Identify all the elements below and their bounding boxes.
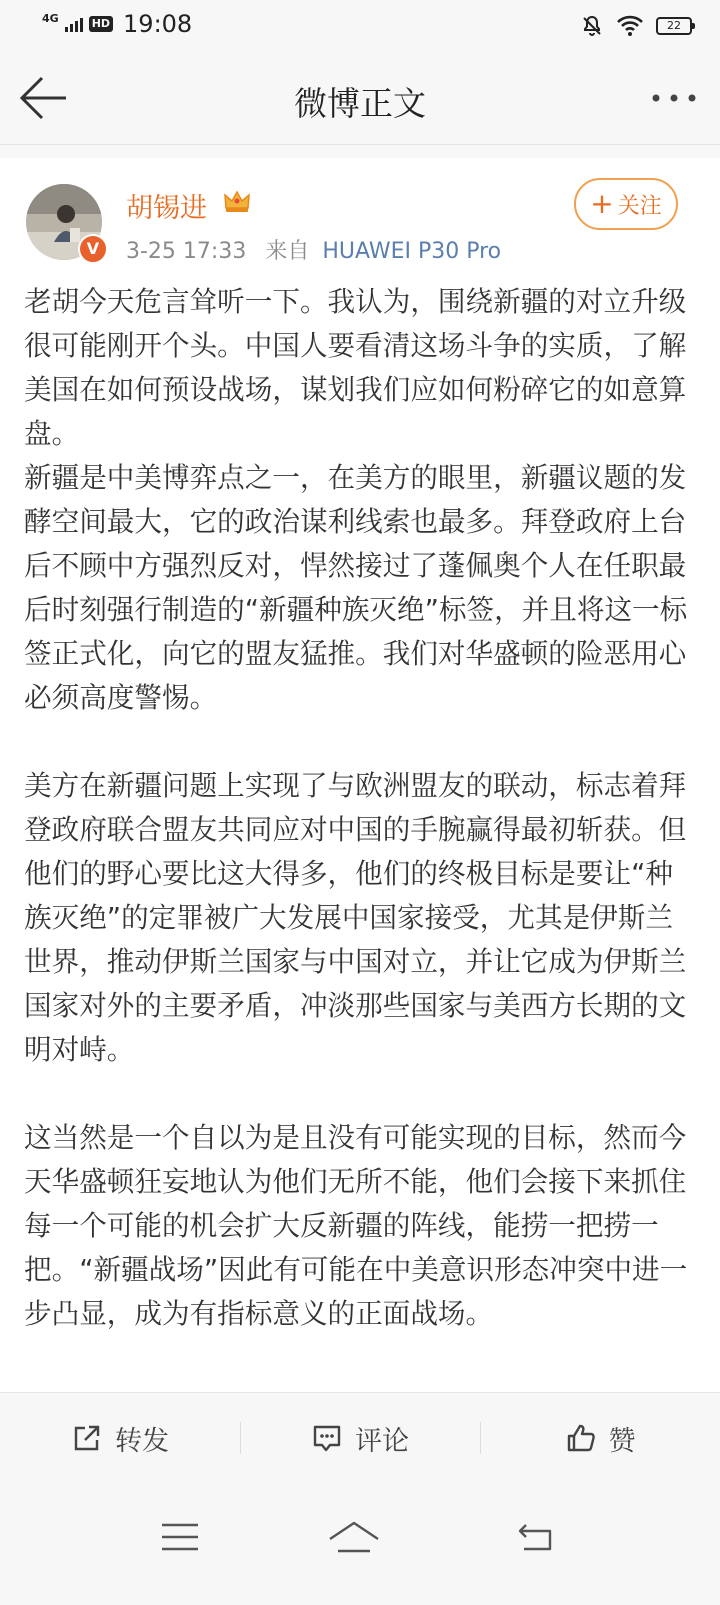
post-body [24, 280, 696, 1336]
post-paragraph: 老胡今天危言耸听一下。我认为，围绕新疆的对立升级很可能刚开个头。中国人要看清这场斗争的实质，了解美国在如何预设战场，谋划我们应如何粉碎它的如意算盘。 [24, 285, 687, 450]
comment-icon [311, 1422, 343, 1454]
more-dots-icon[interactable] [650, 86, 698, 110]
crown-icon [222, 186, 252, 216]
nav-bar [0, 52, 720, 145]
post-meta [126, 234, 501, 265]
follow-button[interactable] [574, 178, 678, 230]
signal-icon [65, 16, 83, 32]
weibo-post [0, 158, 720, 1420]
follow-label: 关注 [617, 193, 662, 219]
post-paragraph: 新疆是中美博弈点之一，在美方的眼里，新疆议题的发酵空间最大，它的政治谋利线索也最多。拜登政府上台后不顾中方强烈反对，悍然接过了蓬佩奥个人在任职最后时刻强行制造的“新疆种族灭绝”标签，并且将这一标签正式化，向它的盟友猛推。我们对华盛顿的险恶用心必须高度警惕。 [24, 461, 688, 714]
plus-icon: + [590, 187, 614, 220]
post-timestamp: 3-25 17:33 [126, 239, 247, 264]
thumbs-up-icon [565, 1422, 597, 1454]
post-source[interactable]: HUAWEI P30 Pro [322, 239, 502, 264]
comment-label: 评论 [355, 1425, 409, 1457]
status-bar [0, 0, 720, 52]
back-nav-icon[interactable] [508, 1517, 568, 1557]
share-icon [71, 1422, 103, 1454]
hd-badge: HD [89, 16, 113, 32]
system-nav-bar [0, 1483, 720, 1605]
page-title: 微博正文 [294, 84, 426, 123]
mute-bell-icon [580, 14, 604, 38]
comment-button[interactable] [240, 1408, 480, 1468]
wifi-icon [616, 15, 644, 37]
repost-label: 转发 [115, 1425, 169, 1457]
network-type: 4G [42, 11, 59, 25]
post-paragraph: 美方在新疆问题上实现了与欧洲盟友的联动，标志着拜登政府联合盟友共同应对中国的手腕赢得最初斩获。但他们的野心要比这大得多，他们的终极目标是要让“种族灭绝”的定罪被广大发展中国家接受，尤其是伊斯兰世界，推动伊斯兰国家与中国对立，并让它成为伊斯兰国家对外的主要矛盾，冲淡那些国家与美西方长期的文明对峙。 [24, 769, 687, 1066]
like-button[interactable] [480, 1408, 720, 1468]
author-name[interactable]: 胡锡进 [126, 193, 207, 224]
home-icon[interactable] [322, 1517, 386, 1557]
clock: 19:08 [123, 10, 193, 38]
like-label: 赞 [608, 1425, 636, 1457]
repost-button[interactable] [0, 1408, 240, 1468]
source-prefix: 来自 [265, 239, 310, 264]
post-paragraph: 这当然是一个自以为是且没有可能实现的目标，然而今天华盛顿狂妄地认为他们无所不能，他们会接下来抓住每一个可能的机会扩大反新疆的阵线，能捞一把捞一把。“新疆战场”因此有可能在中美意识形态冲突中进一步凸显，成为有指标意义的正面战场。 [24, 1121, 688, 1330]
action-bar [0, 1392, 720, 1483]
menu-icon[interactable] [150, 1517, 210, 1557]
battery-icon: 22 [656, 17, 692, 35]
verified-badge-icon: V [78, 234, 108, 264]
